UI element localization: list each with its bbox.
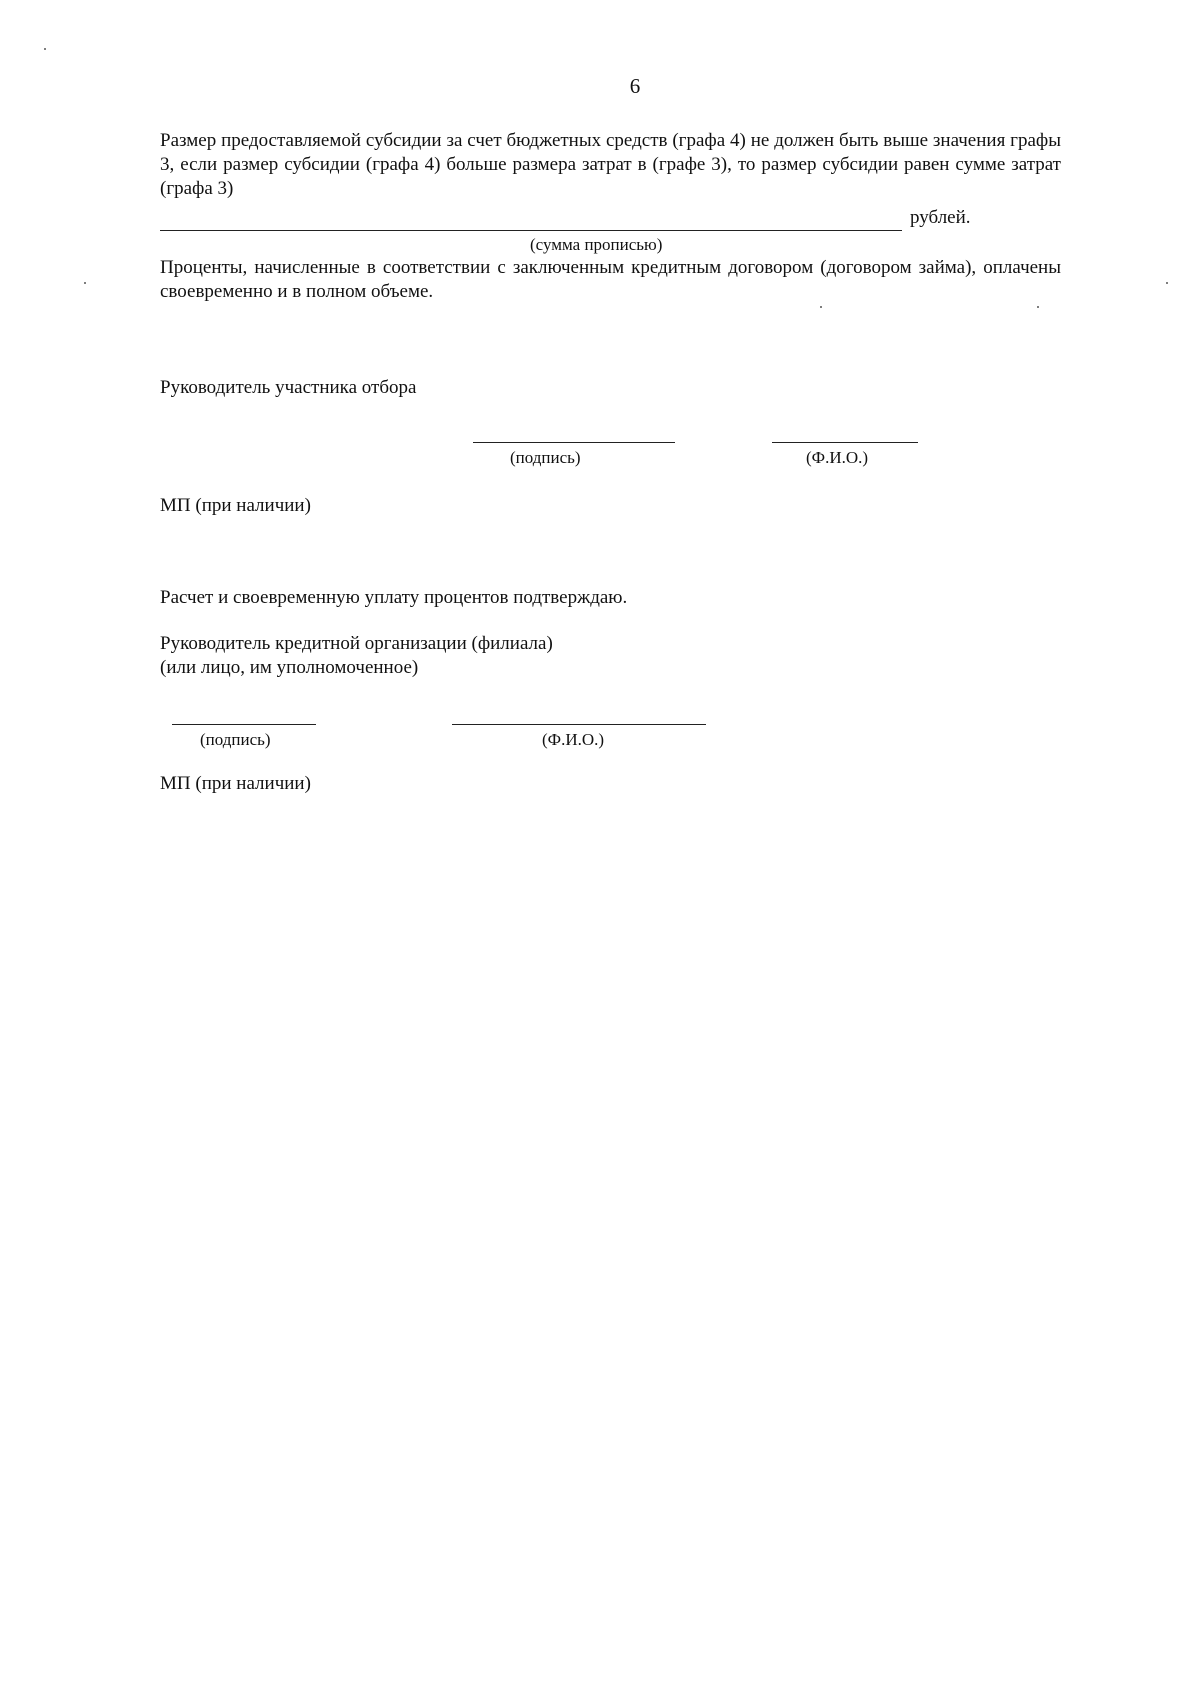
bank-stamp-label: МП (при наличии): [160, 773, 311, 794]
amount-suffix: рублей.: [910, 207, 971, 228]
participant-head-title: Руководитель участника отбора: [160, 377, 417, 398]
bank-name-line[interactable]: [452, 724, 706, 725]
scan-speck: [1166, 282, 1168, 284]
confirmation-text: Расчет и своевременную уплату процентов подтверждаю.: [160, 587, 628, 608]
bank-signature-line[interactable]: [172, 724, 316, 725]
page-number: 6: [629, 74, 641, 98]
participant-stamp-label: МП (при наличии): [160, 495, 311, 516]
participant-signature-line[interactable]: [473, 442, 675, 443]
bank-head-title-line2: (или лицо, им уполномоченное): [160, 657, 419, 678]
participant-signature-caption: (подпись): [510, 448, 581, 467]
subsidy-paragraph: Размер предоставляемой субсидии за счет бюджетных средств (графа 4) не должен быть выше значения графы 3, если размер субсидии (графа 4) больше размера затрат в (графе 3), то размер субсидии равен сумме затрат (графа 3): [160, 130, 1061, 199]
interest-paragraph: Проценты, начисленные в соответствии с заключенным кредитным договором (договором займа), оплачены своевременно и в полном объеме.: [160, 257, 1061, 302]
participant-name-caption: (Ф.И.О.): [806, 448, 869, 467]
scan-speck: [84, 282, 86, 284]
amount-caption: (сумма прописью): [530, 235, 663, 254]
scan-speck: [1037, 306, 1039, 308]
participant-name-line[interactable]: [772, 442, 918, 443]
bank-head-title-line1: Руководитель кредитной организации (филиала): [160, 633, 553, 654]
scan-speck: [820, 306, 822, 308]
bank-signature-caption: (подпись): [200, 730, 271, 749]
bank-name-caption: (Ф.И.О.): [542, 730, 605, 749]
amount-in-words-line[interactable]: [160, 230, 902, 231]
scan-speck: [44, 48, 46, 50]
